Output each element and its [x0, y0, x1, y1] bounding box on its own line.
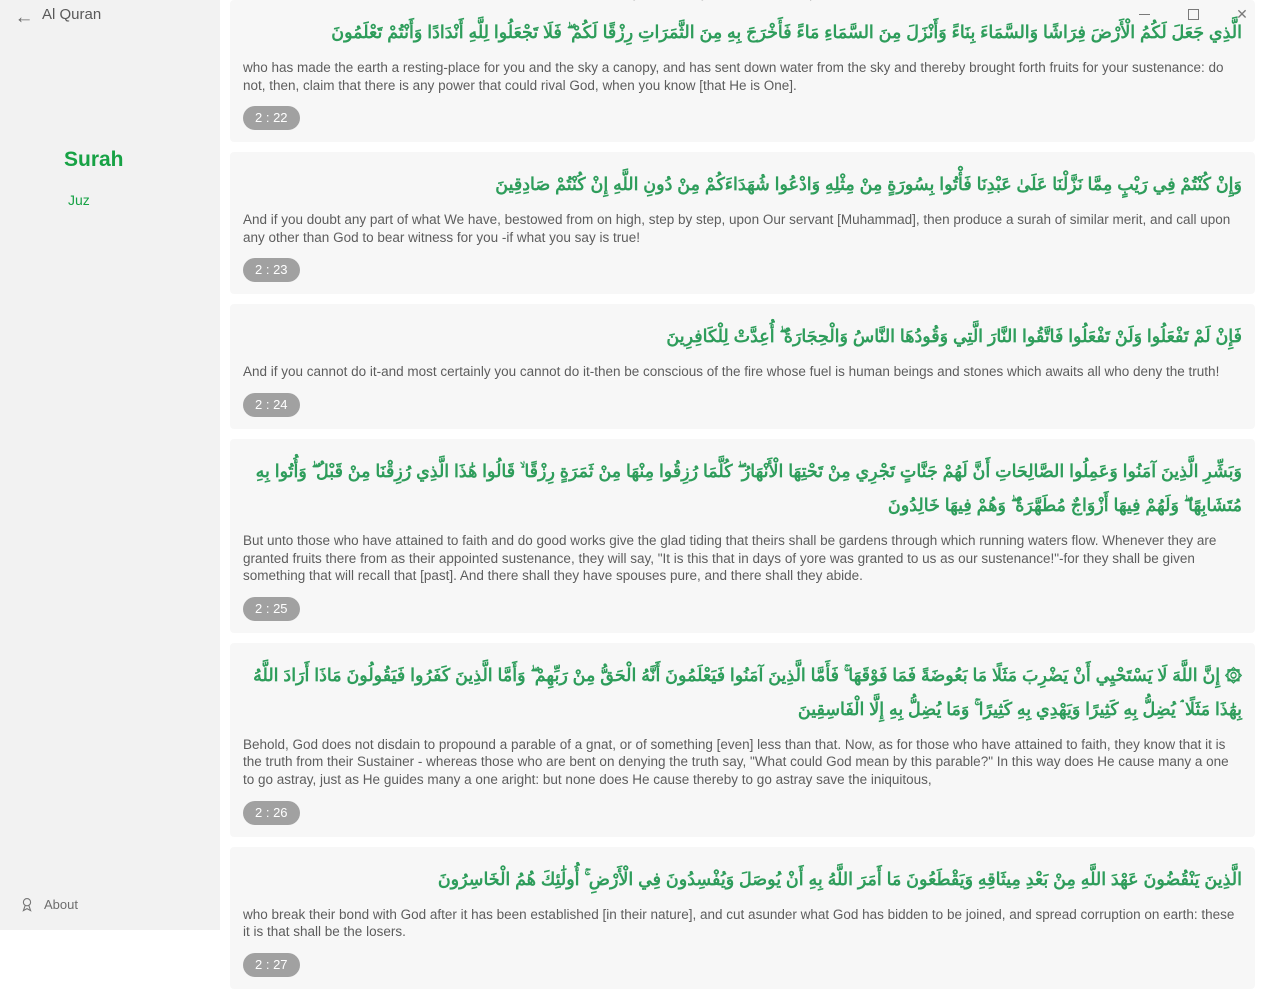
verse-arabic-text: ۞ إِنَّ اللَّهَ لَا يَسْتَحْيِي أَنْ يَضْرِبَ مَثَلًا مَا بَعُوضَةً فَمَا فَوْقَهَا ۚ فَأَمَّا الَّذِينَ آمَنُوا فَيَعْلَمُونَ أَنَّهُ الْحَقُّ مِنْ رَبِّهِمْ ۖ وَأَمَّا الَّذِينَ كَفَرُوا فَيَقُولُونَ مَاذَا أَرَادَ اللَّهُ بِهَٰذَا مَثَلًا ۘ يُضِلُّ بِهِ كَثِيرًا وَيَهْدِي بِهِ كَثِيرًا ۚ وَمَا يُضِلُّ بِهِ إِلَّا الْفَاسِقِينَ [253, 664, 1242, 719]
verse-card [230, 439, 1255, 633]
person-badge-icon [20, 897, 34, 912]
about-button[interactable] [20, 897, 78, 912]
sidebar [0, 0, 220, 930]
main-area [220, 0, 1264, 972]
verse-arabic-text: الَّذِينَ يَنْقُضُونَ عَهْدَ اللَّهِ مِنْ بَعْدِ مِيثَاقِهِ وَيَقْطَعُونَ مَا أَمَرَ اللَّهُ بِهِ أَنْ يُوصَلَ وَيُفْسِدُونَ فِي الْأَرْضِ ۚ أُولَٰئِكَ هُمُ الْخَاسِرُونَ [437, 868, 1242, 889]
verse-card [230, 847, 1255, 989]
verse-ref-badge: 2 : 22 [243, 106, 300, 130]
sidebar-nav [64, 148, 124, 208]
verse-ref-badge: 2 : 26 [243, 801, 300, 825]
verse-ref-badge: 2 : 27 [243, 953, 300, 977]
back-button[interactable] [10, 4, 38, 32]
sidebar-item-juz[interactable]: Juz [68, 192, 90, 208]
window-controls [1136, 6, 1250, 22]
minimize-icon [1139, 14, 1150, 15]
verse-card [230, 0, 1255, 142]
verse-card [230, 152, 1255, 294]
verse-translation-text: But unto those who have attained to faith and do good works give the glad tiding that theirs shall be gardens through which running waters flow. Whenever they are granted fruits there from as their appointed sustenance, they will say, "It is this that in days of yore was granted to us as our sustenance!"-for they shall be given something that will recall that [past]. And there shall they have spouses pure, and there shall they abide. [243, 532, 1217, 584]
verse-arabic-text: فَإِنْ لَمْ تَفْعَلُوا وَلَنْ تَفْعَلُوا فَاتَّقُوا النَّارَ الَّتِي وَقُودُهَا النَّاسُ وَالْحِجَارَةُ ۖ أُعِدَّتْ لِلْكَافِرِينَ [666, 326, 1242, 347]
verse-card [230, 304, 1255, 429]
about-label: About [44, 897, 78, 912]
verse-translation-text: Behold, God does not disdain to propound a parable of a gnat, or of something [even] less than that. Now, as for those who have attained to faith, they know that it is the truth from their Sustainer - whereas those who are bent on denying the truth say, "What could God mean by this parable?" In this way does He cause many a one to go astray, just as He guides many a one aright: but none does He cause thereby to go astray save the iniquitous, [243, 736, 1229, 787]
verse-translation-text: who has made the earth a resting-place for you and the sky a canopy, and has sent down water from the sky and thereby brought forth fruits for your sustenance: do not, then, claim that there is any power that could rival God, when you know [that He is One]. [243, 60, 1224, 93]
verse-arabic-text: وَبَشِّرِ الَّذِينَ آمَنُوا وَعَمِلُوا الصَّالِحَاتِ أَنَّ لَهُمْ جَنَّاتٍ تَجْرِي مِنْ تَحْتِهَا الْأَنْهَارُ ۖ كُلَّمَا رُزِقُوا مِنْهَا مِنْ ثَمَرَةٍ رِزْقًا ۙ قَالُوا هَٰذَا الَّذِي رُزِقْنَا مِنْ قَبْلُ ۖ وَأُتُوا بِهِ مُتَشَابِهًا ۖ وَلَهُمْ فِيهَا أَزْوَاجٌ مُطَهَّرَةٌ ۖ وَهُمْ فِيهَا خَالِدُونَ [255, 460, 1242, 515]
verse-list[interactable] [220, 0, 1264, 999]
maximize-icon [1188, 9, 1199, 20]
verse-ref-badge: 2 : 25 [243, 597, 300, 621]
verse-ref-badge: 2 : 24 [243, 393, 300, 417]
maximize-button[interactable] [1185, 6, 1201, 22]
minimize-button[interactable] [1136, 6, 1152, 22]
sidebar-item-surah[interactable]: Surah [64, 148, 124, 171]
verse-arabic-text: الَّذِي جَعَلَ لَكُمُ الْأَرْضَ فِرَاشًا وَالسَّمَاءَ بِنَاءً وَأَنْزَلَ مِنَ السَّمَاءِ مَاءً فَأَخْرَجَ بِهِ مِنَ الثَّمَرَاتِ رِزْقًا لَكُمْ ۖ فَلَا تَجْعَلُوا لِلَّهِ أَنْدَادًا وَأَنْتُمْ تَعْلَمُونَ [331, 22, 1242, 42]
app-title: Al Quran [42, 6, 102, 23]
verse-ref-badge: 2 : 23 [243, 258, 300, 282]
close-button[interactable] [1234, 6, 1250, 22]
verse-translation-text: who break their bond with God after it has been established [in their nature], and cut asunder what God has bidden to be joined, and spread corruption on earth: these it is that shall be the losers. [243, 906, 1235, 940]
verse-translation-text: And if you cannot do it-and most certainly you cannot do it-then be conscious of the fire whose fuel is human beings and stones which awaits all who deny the truth! [243, 364, 1220, 380]
verse-translation-text: And if you doubt any part of what We have, bestowed from on high, step by step, upon Our servant [Muhammad], then produce a surah of similar merit, and call upon any other than God to bear witness for you -if what you say is true! [243, 212, 1231, 245]
verse-card [230, 643, 1255, 837]
back-arrow-icon: ← [14, 7, 34, 28]
verse-arabic-text: وَإِنْ كُنْتُمْ فِي رَيْبٍ مِمَّا نَزَّلْنَا عَلَىٰ عَبْدِنَا فَأْتُوا بِسُورَةٍ مِنْ مِثْلِهِ وَادْعُوا شُهَدَاءَكُمْ مِنْ دُونِ اللَّهِ إِنْ كُنْتُمْ صَادِقِينَ [495, 174, 1242, 195]
close-icon: ✕ [1236, 6, 1248, 22]
